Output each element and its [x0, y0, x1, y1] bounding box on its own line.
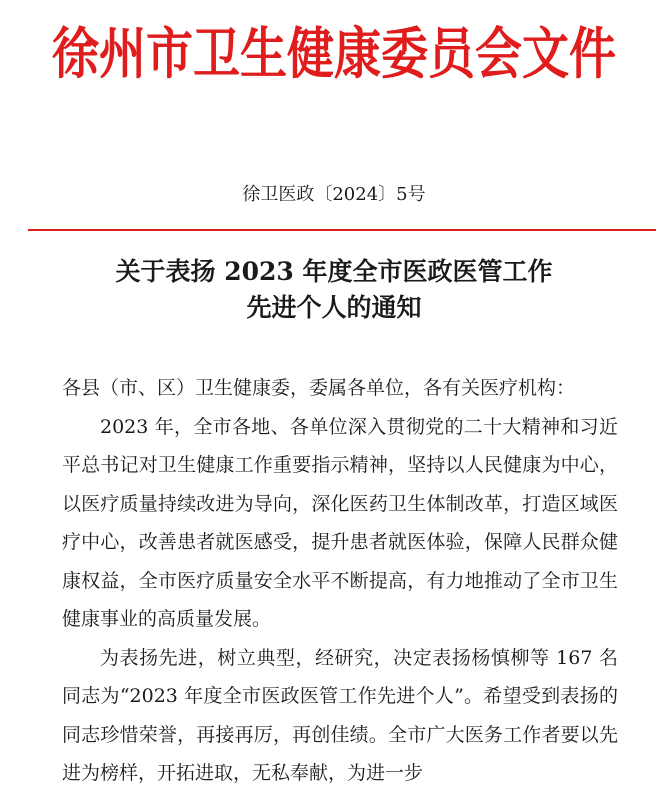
document-header-title: 徐州市卫生健康委员会文件	[52, 22, 616, 88]
notice-body	[62, 369, 618, 793]
body-paragraph-1: 2023 年，全市各地、各单位深入贯彻党的二十大精神和习近平总书记对卫生健康工作重要指示精神，坚持以人民健康为中心，以医疗质量持续改进为导向，深化医药卫生体制改革，打造区域医疗中心，改善患者就医感受，提升患者就医体验，保障人民群众健康权益，全市医疗质量安全水平不断提高，有力地推动了全市卫生健康事业的高质量发展。	[62, 415, 618, 630]
notice-title	[0, 254, 668, 326]
notice-title-line-2: 先进个人的通知	[246, 293, 422, 322]
salutation: 各县（市、区）卫生健康委，委属各单位，各有关医疗机构：	[62, 377, 576, 399]
document-number: 徐卫医政〔2024〕5号	[242, 184, 426, 205]
notice-title-line-1: 关于表扬 2023 年度全市医政医管工作	[115, 257, 553, 286]
red-divider-line	[28, 229, 656, 231]
body-paragraph-2: 为表扬先进，树立典型，经研究，决定表扬杨慎柳等 167 名同志为“2023 年度全市医政医管工作先进个人”。希望受到表扬的同志珍惜荣誉，再接再厉，再创佳绩。全市广大医务工作者要以先进为榜样，开拓进取，无私奉献，为进一步	[62, 646, 618, 784]
